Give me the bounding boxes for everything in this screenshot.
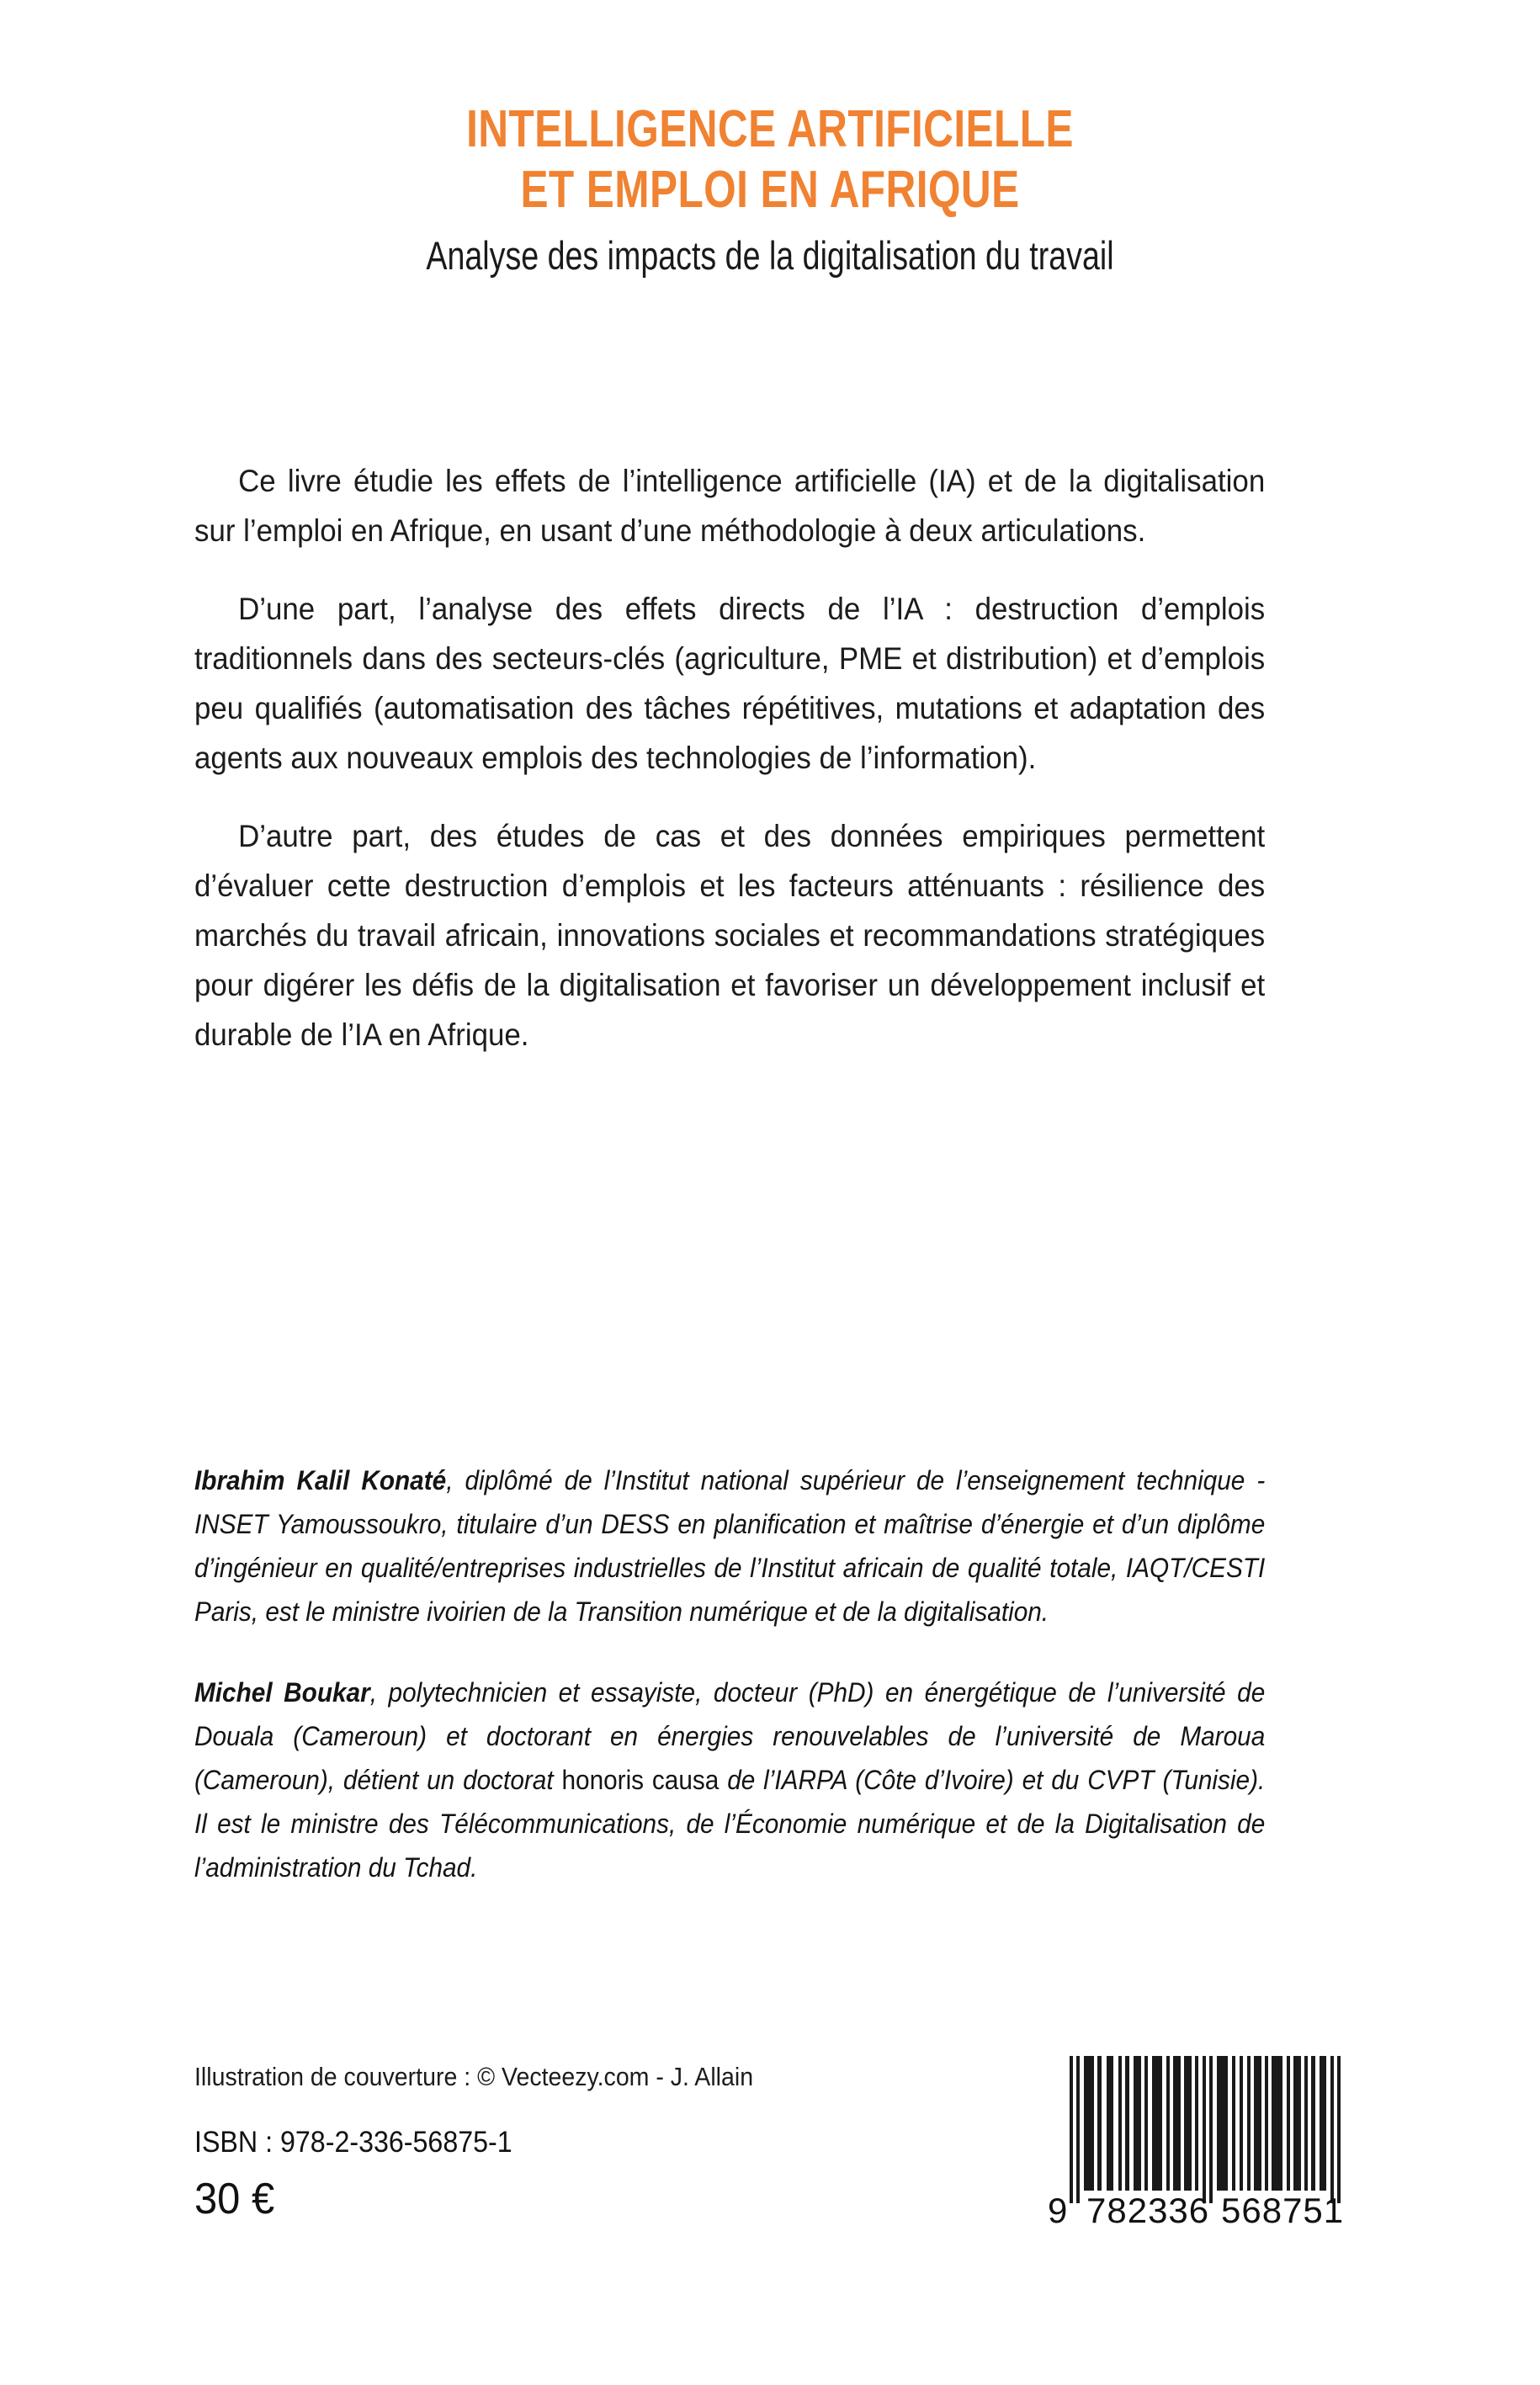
back-cover-blurb — [194, 456, 1346, 1060]
cover-title-block — [0, 99, 1540, 279]
author-bio — [194, 1458, 1265, 1633]
barcode-bars — [1046, 2056, 1342, 2203]
blurb-paragraph-1: Ce livre étudie les effets de l’intelligence artificielle (IA) et de la digitalisation sur l’emploi en Afrique, en usant d’une méthodologie à deux articulations. — [194, 463, 1266, 548]
barcode-digits — [1046, 2191, 1345, 2237]
blurb-paragraph-3: D’autre part, des études de cas et des données empiriques permettent d’évaluer cette destruction d’emplois et les facteurs atténuants : résilience des marchés du travail africain, innovations sociales et recommandations stratégiques pour digérer les défis de la digitalisation et favoriser un développement inclusif et durable de l’IA en Afrique. — [194, 818, 1266, 1052]
title-line-1: INTELLIGENCE ARTIFICIELLE — [466, 100, 1074, 158]
author-bio-text-cont: de l’IARPA (Côte d’Ivoire) et du CVPT (Tunisie). Il est le ministre des Télécommunications, de l’Économie numérique et de la Digitalisation de l’administration du Tchad. — [194, 1765, 1266, 1883]
cover-footer — [194, 2060, 834, 2225]
author-bio-text: , polytechnicien et essayiste, docteur (PhD) en énergétique de l’université de Douala (Cameroun) et doctorant en énergies renouvelables de l’université de Maroua (Cameroun), détient un doctorat — [194, 1677, 1266, 1795]
author-bio — [194, 1671, 1265, 1889]
ean13-barcode — [1046, 2056, 1345, 2237]
author-biographies — [194, 1458, 1346, 1889]
author-name: Michel Boukar — [194, 1677, 370, 1708]
title-line-2: ET EMPLOI EN AFRIQUE — [520, 161, 1020, 219]
barcode-lead-digit: 9 — [1048, 2191, 1069, 2230]
author-bio-text: , diplômé de l’Institut national supérieur de l’enseignement technique - INSET Yamoussoukro, titulaire d’un DESS en planification et maîtrise d’énergie et d’un diplôme d’ingénieur en qualité/entreprises industrielles de l’Institut africain de qualité totale, IAQT/CESTI Paris, est le ministre ivoirien de la Transition numérique et de la digitalisation. — [194, 1465, 1266, 1627]
blurb-paragraph-2: D’une part, l’analyse des effets directs de l’IA : destruction d’emplois traditionnels dans des secteurs-clés (agriculture, PME et distribution) et d’emplois peu qualifiés (automatisation des tâches répétitives, mutations et adaptation des agents aux nouveaux emplois des technologies de l’information). — [194, 591, 1266, 775]
cover-subtitle: Analyse des impacts de la digitalisation du travail — [426, 233, 1114, 278]
author-name: Ibrahim Kalil Konaté — [194, 1465, 447, 1495]
cover-illustration-credit: Illustration de couverture : © Vecteezy.com - J. Allain — [194, 2062, 754, 2091]
price-text: 30 € — [194, 2175, 275, 2223]
isbn-text: ISBN : 978-2-336-56875-1 — [194, 2126, 512, 2159]
barcode-left-group: 782336 — [1086, 2191, 1210, 2230]
barcode-right-group: 568751 — [1221, 2191, 1345, 2230]
author-bio-roman-phrase: honoris causa — [561, 1765, 720, 1795]
